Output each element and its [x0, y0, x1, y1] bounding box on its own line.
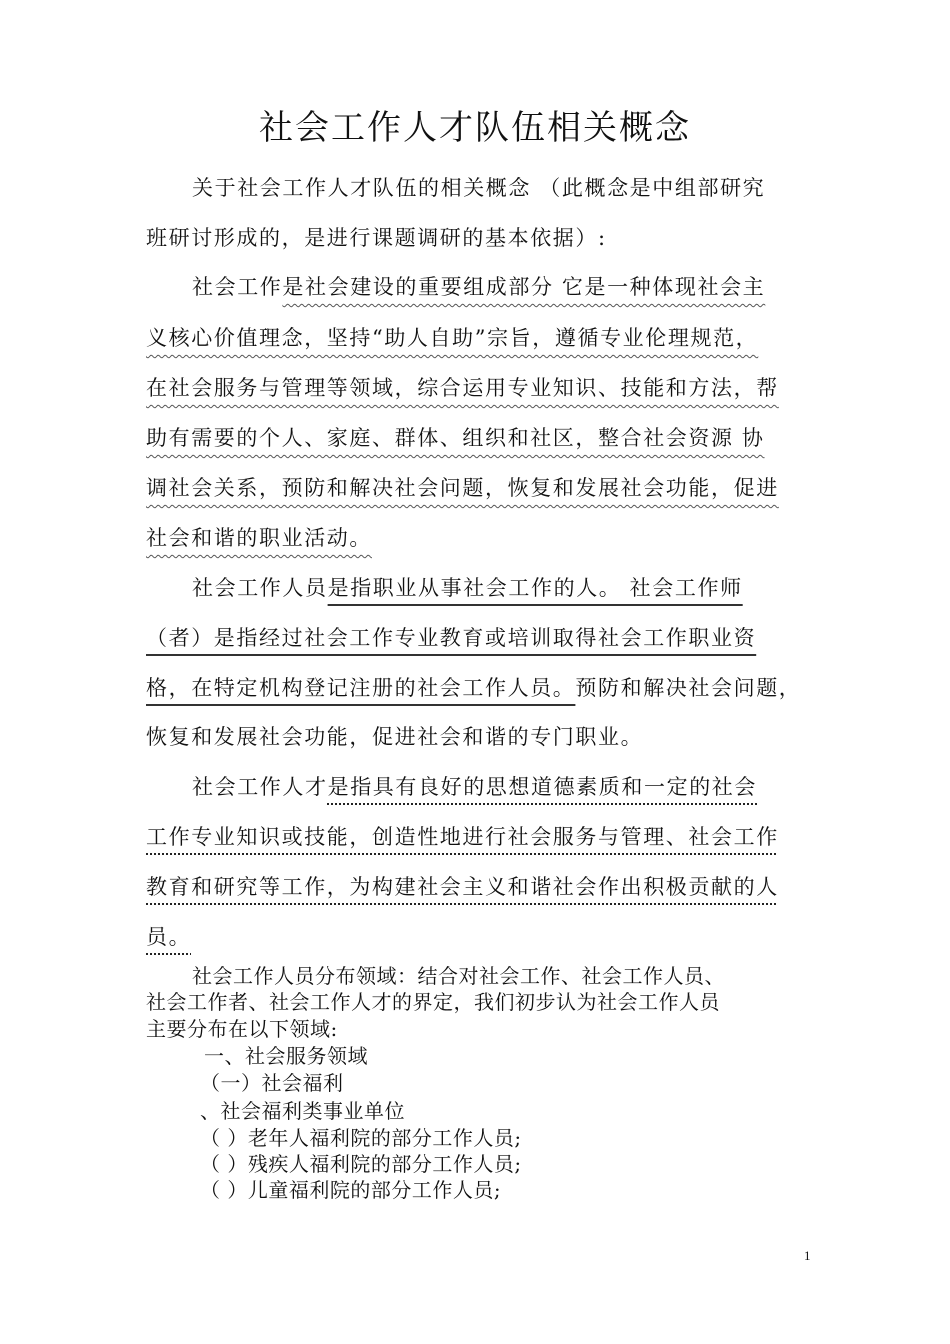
underlined-text: 是指具有良好的思想道德素质和一定的社会 — [327, 775, 758, 799]
list-item: （ ）残疾人福利院的部分工作人员; — [200, 1152, 522, 1176]
page-number: 1 — [804, 1248, 811, 1263]
social-work-line-4: 助有需要的个人、家庭、群体、组织和社区，整合社会资源 协 — [146, 426, 765, 450]
talent-line-3: 教育和研究等工作，为构建社会主义和谐社会作出积极贡献的人 — [146, 875, 779, 899]
social-work-line-1 — [192, 271, 765, 301]
talent-line-2: 工作专业知识或技能，创造性地进行社会服务与管理、社会工作 — [146, 825, 779, 849]
social-work-line-5: 调社会关系，预防和解决社会问题，恢复和发展社会功能，促进 — [146, 476, 779, 500]
social-work-line-6: 社会和谐的职业活动。 — [146, 526, 372, 550]
list-item: 、社会福利类事业单位 — [200, 1099, 405, 1123]
underlined-text: 是社会建设的重要组成部分 它是一种体现社会主 — [282, 275, 766, 299]
term-social-work: 社会工作 — [192, 275, 283, 299]
plain-text: 预防和解决社会问题， — [575, 676, 802, 700]
workers-line-3 — [146, 672, 801, 702]
workers-line-4: 恢复和发展社会功能，促进社会和谐的专门职业。 — [146, 725, 644, 749]
talent-line-4: 员。 — [146, 925, 192, 949]
social-work-line-3: 在社会服务与管理等领域，综合运用专业知识、技能和方法，帮 — [146, 376, 779, 400]
page-title: 社会工作人才队伍相关概念 — [259, 108, 691, 148]
social-work-line-2: 义核心价值理念，坚持“助人自助”宗旨，遵循专业伦理规范， — [146, 326, 759, 350]
talent-line-1 — [192, 771, 757, 801]
list-item: （ ）老年人福利院的部分工作人员; — [200, 1126, 522, 1150]
intro-line-1: 关于社会工作人才队伍的相关概念 （此概念是中组部研究 — [192, 176, 766, 200]
intro-line-2: 班研讨形成的，是进行课题调研的基本依据）: — [146, 226, 607, 250]
distribution-line-2: 社会工作者、社会工作人才的界定，我们初步认为社会工作人员 — [146, 990, 720, 1014]
section-heading-1: 一、社会服务领域 — [204, 1044, 368, 1068]
section-heading-2: （一）社会福利 — [200, 1071, 344, 1095]
term-social-work-talent: 社会工作人才 — [192, 775, 328, 799]
workers-line-2: （者）是指经过社会工作专业教育或培训取得社会工作职业资 — [146, 626, 757, 650]
distribution-line-3: 主要分布在以下领域: — [146, 1017, 338, 1041]
list-item: （ ）儿童福利院的部分工作人员; — [200, 1178, 502, 1202]
distribution-line-1: 社会工作人员分布领域：结合对社会工作、社会工作人员、 — [192, 964, 725, 988]
underlined-text: 是指职业从事社会工作的人。 社会工作师 — [327, 576, 743, 600]
term-social-workers: 社会工作人员 — [192, 576, 328, 600]
workers-line-1 — [192, 572, 743, 602]
underlined-text: 格，在特定机构登记注册的社会工作人员。 — [146, 676, 576, 700]
